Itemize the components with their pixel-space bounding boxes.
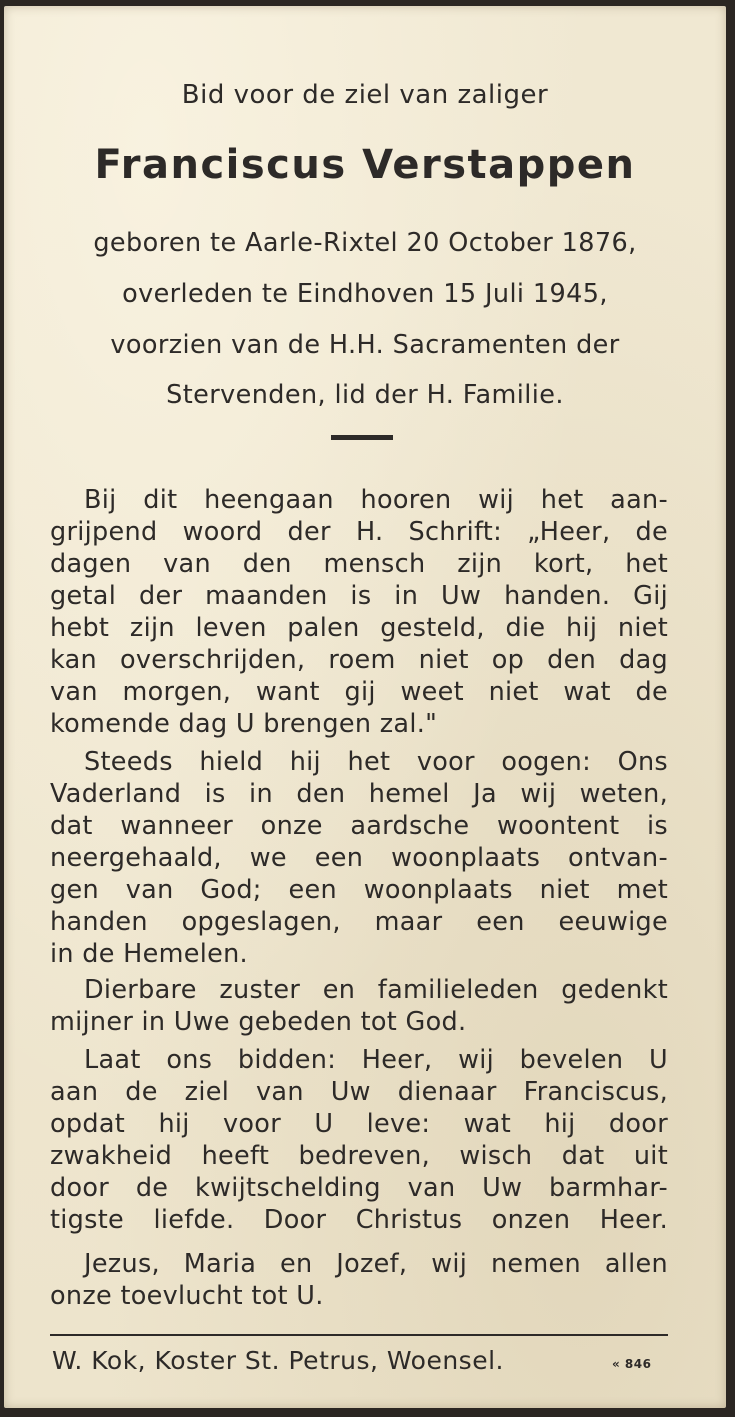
body-line: in de Hemelen. [50,939,248,969]
print-code: « 846 [612,1357,652,1371]
body-line: Vaderland is in den hemel Ja wij weten, [50,779,668,809]
body-line: Steeds hield hij het voor oogen: Ons [84,747,668,777]
body-line: mijner in Uwe gebeden tot God. [50,1007,467,1037]
body-line: hebt zijn leven palen gesteld, die hij niet [50,613,668,643]
sacraments-line: voorzien van de H.H. Sacramenten der [110,330,620,360]
printer-credit: W. Kok, Koster St. Petrus, Woensel. [52,1346,504,1375]
body-line: aan de ziel van Uw dienaar Franciscus, [50,1077,668,1107]
body-line: getal der maanden is in Uw handen. Gij [50,581,668,611]
memorial-card [4,6,726,1408]
ornament-divider [331,435,393,440]
body-line: neergehaald, we een woonplaats ontvan- [50,843,668,873]
body-line: handen opgeslagen, maar een eeuwige [50,907,668,937]
body-line: Jezus, Maria en Jozef, wij nemen allen [84,1249,668,1279]
body-line: onze toevlucht tot U. [50,1281,324,1311]
body-line: Laat ons bidden: Heer, wij bevelen U [84,1045,668,1075]
body-line: komende dag U brengen zal." [50,709,438,739]
death-line: overleden te Eindhoven 15 Juli 1945, [122,279,608,309]
body-line: van morgen, want gij weet niet wat de [50,677,668,707]
body-line: Dierbare zuster en familieleden gedenkt [84,975,668,1005]
body-line: gen van God; een woonplaats niet met [50,875,668,905]
birth-line: geboren te Aarle-Rixtel 20 October 1876, [93,228,637,258]
body-line: dat wanneer onze aardsche woontent is [50,811,668,841]
body-line: opdat hij voor U leve: wat hij door [50,1109,668,1139]
footer-rule [50,1334,668,1336]
body-line: grijpend woord der H. Schrift: „Heer, de [50,517,668,547]
body-line: door de kwijtschelding van Uw barmhar- [50,1173,668,1203]
membership-line: Stervenden, lid der H. Familie. [166,380,564,410]
prayer-intro: Bid voor de ziel van zaliger [181,80,549,110]
body-line: dagen van den mensch zijn kort, het [50,549,668,579]
body-line: Bij dit heengaan hooren wij het aan- [84,485,668,515]
body-line: kan overschrijden, roem niet op den dag [50,645,668,675]
body-line: tigste liefde. Door Christus onzen Heer. [50,1205,668,1235]
deceased-name: Franciscus Verstappen [94,142,636,188]
body-line: zwakheid heeft bedreven, wisch dat uit [50,1141,668,1171]
